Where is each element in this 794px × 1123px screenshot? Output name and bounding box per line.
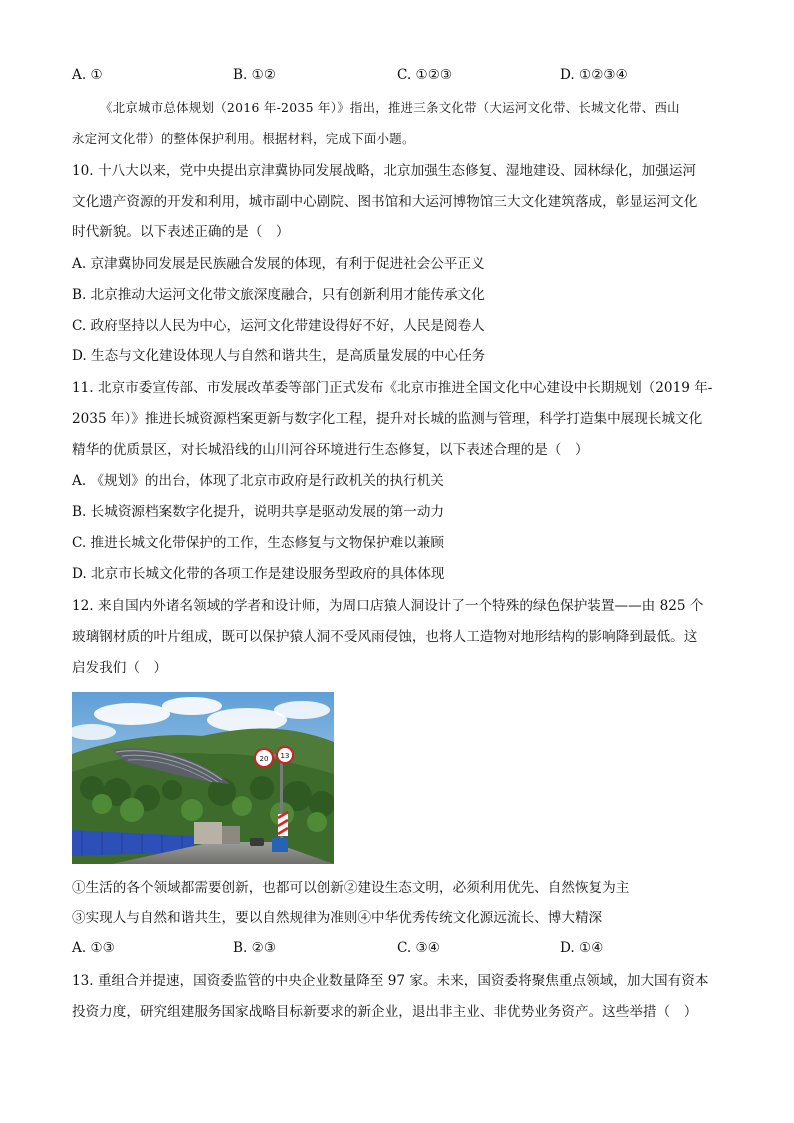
q12-stem-line-2: 玻璃钢材质的叶片组成，既可以保护猿人洞不受风雨侵蚀，也将人工造物对地形结构的影响降到最低。这 — [72, 629, 698, 645]
height-limit-sign-text: 13 — [280, 752, 290, 760]
speed-limit-sign-text: 20 — [259, 755, 269, 763]
q12-statement-1: ①生活的各个领域都需要创新，也都可以创新②建设生态文明，必须利用优先、自然恢复为主 — [72, 880, 630, 896]
q10-option-a: A. 京津冀协同发展是民族融合发展的体现，有利于促进社会公平正义 — [72, 256, 485, 272]
q10-option-d: D. 生态与文化建设体现人与自然和谐共生，是高质量发展的中心任务 — [72, 348, 486, 364]
q9-option-b: B. ①② — [233, 67, 277, 83]
q12-statement-2: ③实现人与自然和谐共生，要以自然规律为准则④中华优秀传统文化源远流长、博大精深 — [72, 910, 603, 926]
q10-stem-line-2: 文化遗产资源的开发和利用，城市副中心剧院、图书馆和大运河博物馆三大文化建筑落成，彰显运河文化 — [72, 194, 698, 210]
q13-stem-line-2: 投资力度，研究组建服务国家战略目标新要求的新企业，退出非主业、非优势业务资产。这些举措（ ） — [72, 1004, 698, 1020]
q10-stem-line-1: 10. 十八大以来，党中央提出京津冀协同发展战略，北京加强生态修复、湿地建设、园林绿化，加强运河 — [72, 163, 697, 179]
q12-option-a: A. ①③ — [72, 940, 115, 956]
q11-option-b: B. 长城资源档案数字化提升，说明共享是驱动发展的第一动力 — [72, 504, 445, 520]
q12-option-d: D. ①④ — [560, 940, 604, 956]
q11-stem-line-3: 精华的优质景区，对长城沿线的山川河谷环境进行生态修复，以下表述合理的是（ ） — [72, 442, 589, 458]
q11-option-d: D. 北京市长城文化带的各项工作是建设服务型政府的具体体现 — [72, 566, 445, 582]
q12-option-c: C. ③④ — [397, 940, 440, 956]
q9-options — [72, 67, 722, 87]
q11-option-c: C. 推进长城文化带保护的工作，生态修复与文物保护难以兼顾 — [72, 535, 444, 551]
q10-option-c: C. 政府坚持以人民为中心，运河文化带建设得好不好，人民是阅卷人 — [72, 318, 485, 334]
q10-option-b: B. 北京推动大运河文化带文旅深度融合，只有创新利用才能传承文化 — [72, 287, 485, 303]
q9-option-c: C. ①②③ — [397, 67, 453, 83]
q11-stem-line-2: 2035 年）》推进长城资源档案更新与数字化工程，提升对长城的监测与管理，科学打造集中展现长城文化 — [72, 411, 703, 427]
q11-option-a: A. 《规划》的出台，体现了北京市政府是行政机关的执行机关 — [72, 473, 444, 489]
q12-option-b: B. ②③ — [233, 940, 277, 956]
passage-line-2: 永定河文化带）的整体保护利用。根据材料，完成下面小题。 — [72, 131, 415, 146]
q12-stem-line-3: 启发我们（ ） — [72, 660, 168, 676]
zhoukoudian-cave-protection-photo — [72, 692, 334, 864]
q12-stem-line-1: 12. 来自国内外诸名领域的学者和设计师，为周口店猿人洞设计了一个特殊的绿色保护装置——由 825 个 — [72, 598, 704, 614]
q9-option-a: A. ① — [72, 67, 103, 83]
q13-stem-line-1: 13. 重组合并提速，国资委监管的中央企业数量降至 97 家。未来，国资委将聚焦重点领域，加大国有资本 — [72, 973, 709, 989]
q9-option-d: D. ①②③④ — [560, 67, 628, 83]
q10-stem-line-3: 时代新貌。以下表述正确的是（ ） — [72, 224, 290, 240]
q11-stem-line-1: 11. 北京市委宣传部、市发展改革委等部门正式发布《北京市推进全国文化中心建设中长期规划（2019 年- — [72, 380, 713, 396]
passage-line-1: 《北京城市总体规划（2016 年-2035 年）》指出，推进三条文化带（大运河文化带、长城文化带、西山 — [100, 100, 680, 115]
q12-options — [72, 940, 722, 960]
